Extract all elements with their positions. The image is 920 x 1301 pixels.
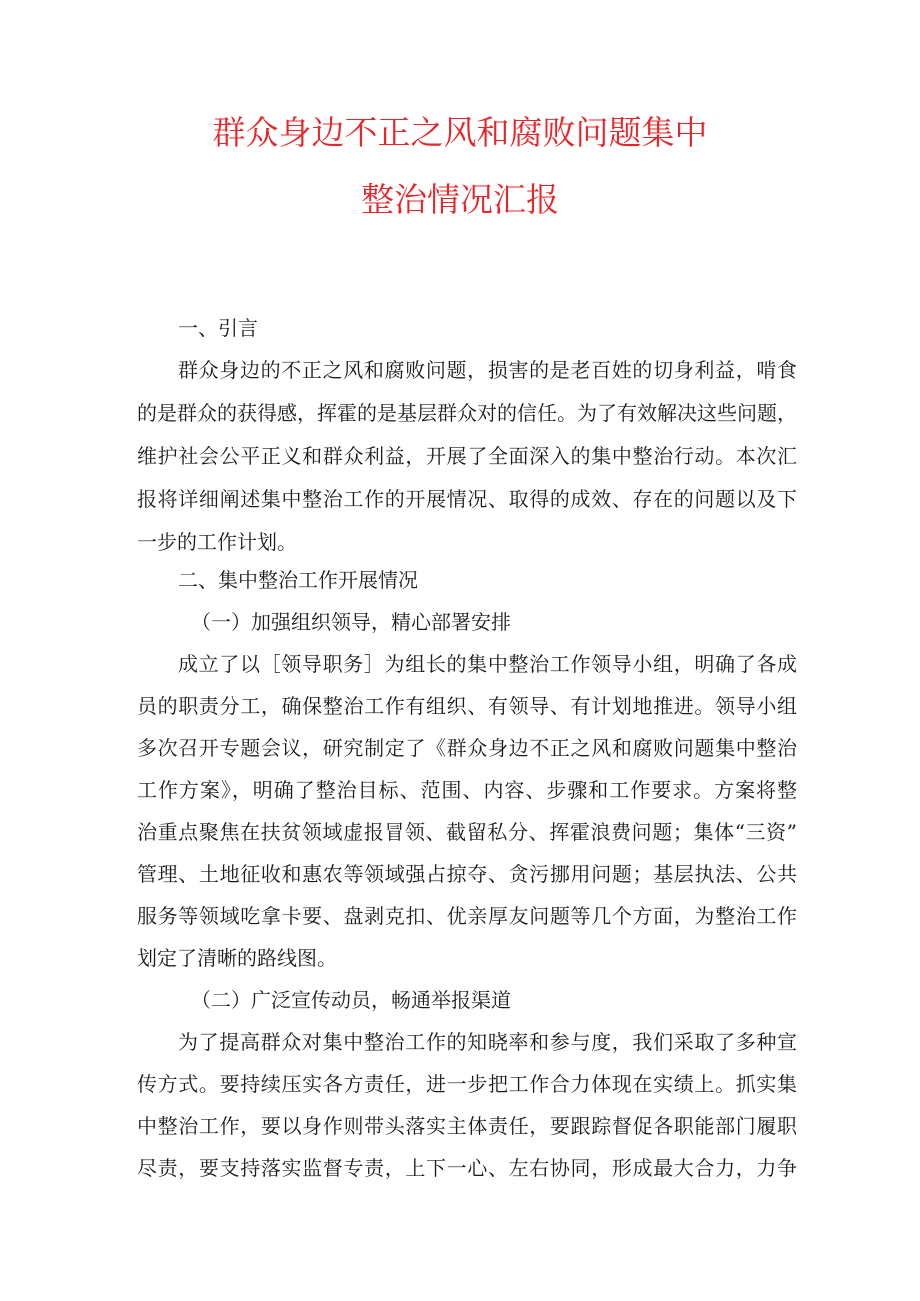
paragraph-line: 划定了清晰的路线图。: [137, 946, 337, 970]
paragraph-line: 成立了以［领导职务］为组长的集中整治工作领导小组，明确了各成: [178, 652, 797, 676]
paragraph-line: 员的职责分工，确保整治工作有组织、有领导、有计划地推进。领导小组: [137, 694, 797, 718]
paragraph-line: 一步的工作计划。: [137, 530, 297, 554]
section-heading-intro: 一、引言: [178, 316, 258, 340]
paragraph-line: 工作方案》，明确了整治目标、范围、内容、步骤和工作要求。方案将整: [137, 778, 797, 802]
subsection-heading-2: （二）广泛宣传动员，畅通举报渠道: [191, 988, 511, 1012]
paragraph-line: 维护社会公平正义和群众利益，开展了全面深入的集中整治行动。本次汇: [137, 444, 797, 468]
paragraph-line: 尽责，要支持落实监督专责，上下一心、左右协同，形成最大合力，力争: [137, 1156, 797, 1180]
section-heading-work: 二、集中整治工作开展情况: [178, 568, 418, 592]
document-title-line1: 群众身边不正之风和腐败问题集中: [212, 113, 708, 152]
paragraph-line: 多次召开专题会议，研究制定了《群众身边不正之风和腐败问题集中整治: [137, 736, 797, 760]
paragraph-line: 报将详细阐述集中整治工作的开展情况、取得的成效、存在的问题以及下: [137, 487, 797, 511]
paragraph-line: 传方式。要持续压实各方责任，进一步把工作合力体现在实绩上。抓实集: [137, 1072, 797, 1096]
paragraph-line: 服务等领域吃拿卡要、盘剥克扣、优亲厚友问题等几个方面，为整治工作: [137, 904, 797, 928]
paragraph-line: 中整治工作，要以身作则带头落实主体责任，要跟踪督促各职能部门履职: [137, 1114, 797, 1138]
paragraph-sub1: [137, 654, 797, 968]
paragraph-line: 管理、土地征收和惠农等领域强占掠夺、贪污挪用问题；基层执法、公共: [137, 862, 797, 886]
subsection-heading-1: （一）加强组织领导，精心部署安排: [191, 610, 511, 634]
paragraph-line: 群众身边的不正之风和腐败问题，损害的是老百姓的切身利益，啃食: [178, 358, 797, 382]
paragraph-line: 的是群众的获得感，挥霍的是基层群众对的信任。为了有效解决这些问题，: [137, 401, 797, 425]
paragraph-intro: [137, 360, 797, 552]
paragraph-line: 治重点聚焦在扶贫领域虚报冒领、截留私分、挥霍浪费问题；集体“三资”: [137, 820, 797, 844]
paragraph-line: 为了提高群众对集中整治工作的知晓率和参与度，我们采取了多种宣: [178, 1030, 797, 1054]
document-title-line2: 整治情况汇报: [361, 180, 559, 219]
paragraph-sub2: [137, 1032, 797, 1178]
